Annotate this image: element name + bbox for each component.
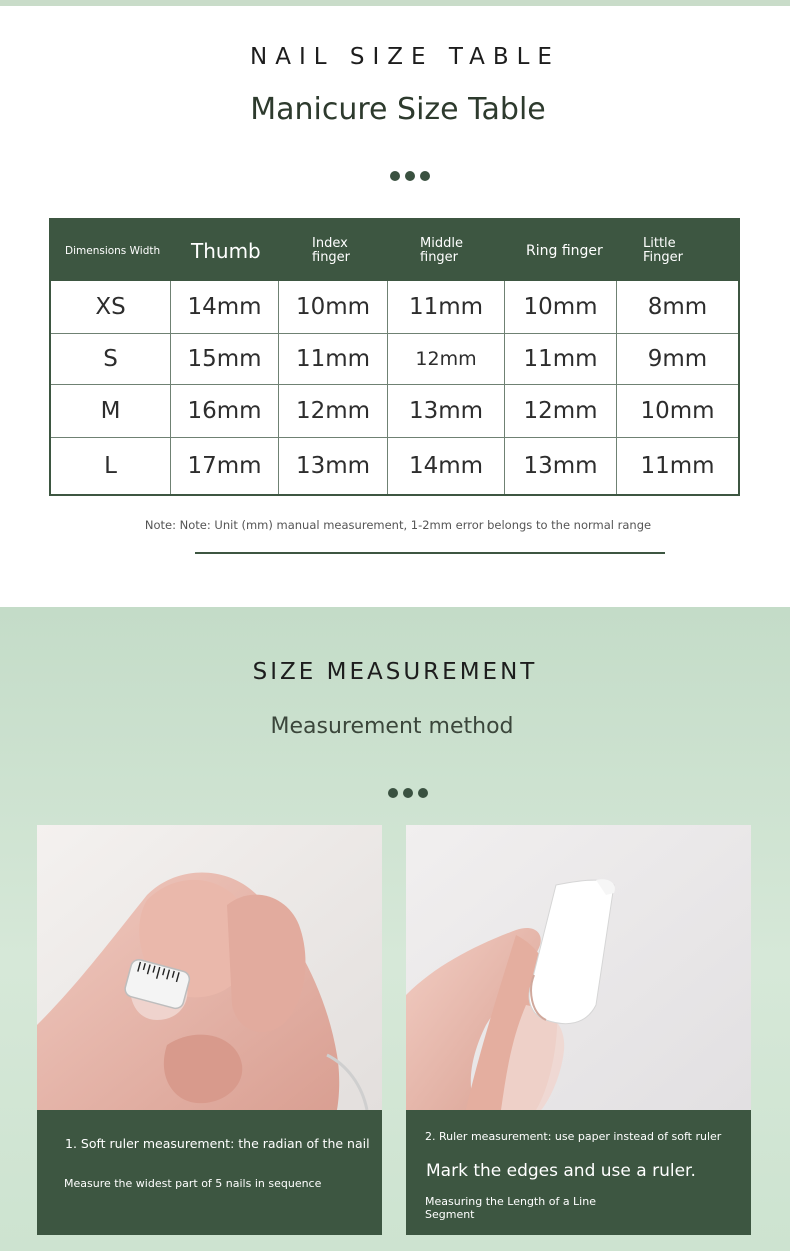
soft-ruler-caption: 1. Soft ruler measurement: the radian of the nail bbox=[65, 1136, 370, 1151]
measurement-title: Measurement method bbox=[270, 714, 514, 739]
header-dimensions: Dimensions Width bbox=[65, 244, 161, 257]
header-thumb: Thumb bbox=[191, 238, 261, 263]
cell-ring: 13mm bbox=[504, 438, 616, 494]
cell-middle: 14mm bbox=[387, 438, 504, 494]
cell-index: 13mm bbox=[278, 438, 387, 494]
cell-size: L bbox=[104, 453, 117, 479]
cell-middle: 12mm bbox=[387, 334, 504, 384]
paper-ruler-card bbox=[406, 825, 751, 1235]
paper-ruler-photo bbox=[406, 825, 751, 1110]
cell-size: XS bbox=[95, 294, 126, 320]
cell-ring: 10mm bbox=[504, 281, 616, 333]
header-ring-finger: Ring finger bbox=[526, 242, 603, 259]
cell-index: 12mm bbox=[278, 385, 387, 437]
size-table-body bbox=[51, 281, 738, 494]
measurement-note: Note: Note: Unit (mm) manual measurement, 1-2mm error belongs to the normal range bbox=[144, 518, 652, 532]
measurement-section bbox=[0, 607, 790, 1251]
cell-ring: 11mm bbox=[504, 334, 616, 384]
cell-thumb: 16mm bbox=[170, 385, 278, 437]
cell-thumb: 14mm bbox=[170, 281, 278, 333]
cell-size: S bbox=[103, 346, 118, 372]
cell-index: 11mm bbox=[278, 334, 387, 384]
header-index-finger: Index finger bbox=[312, 235, 351, 265]
cell-thumb: 17mm bbox=[170, 438, 278, 494]
divider-line bbox=[195, 552, 665, 554]
paper-ruler-instruction: Measuring the Length of a Line Segment bbox=[425, 1195, 596, 1221]
cell-little: 10mm bbox=[616, 385, 738, 437]
cell-little: 11mm bbox=[616, 438, 738, 494]
dots-divider bbox=[388, 788, 428, 798]
cell-ring: 12mm bbox=[504, 385, 616, 437]
size-table-eyebrow: NAIL SIZE TABLE bbox=[250, 44, 560, 70]
measurement-eyebrow: SIZE MEASUREMENT bbox=[252, 659, 538, 685]
size-table-title: Manicure Size Table bbox=[250, 92, 546, 127]
size-table-header bbox=[51, 220, 738, 281]
size-table bbox=[49, 218, 740, 496]
paper-ruler-caption: 2. Ruler measurement: use paper instead of soft ruler bbox=[425, 1130, 722, 1143]
cell-thumb: 15mm bbox=[170, 334, 278, 384]
cell-middle: 11mm bbox=[387, 281, 504, 333]
soft-ruler-instruction: Measure the widest part of 5 nails in sequence bbox=[64, 1177, 322, 1190]
cell-little: 9mm bbox=[616, 334, 738, 384]
soft-ruler-photo bbox=[37, 825, 382, 1110]
dots-divider bbox=[390, 171, 430, 181]
cell-little: 8mm bbox=[616, 281, 738, 333]
header-little-finger: Little Finger bbox=[643, 235, 683, 265]
table-row bbox=[51, 281, 738, 333]
table-row bbox=[51, 384, 738, 437]
header-middle-finger: Middle finger bbox=[420, 235, 463, 265]
cell-size: M bbox=[100, 398, 121, 424]
cell-index: 10mm bbox=[278, 281, 387, 333]
table-row bbox=[51, 437, 738, 494]
cell-middle: 13mm bbox=[387, 385, 504, 437]
soft-ruler-card bbox=[37, 825, 382, 1235]
paper-ruler-headline: Mark the edges and use a ruler. bbox=[426, 1161, 696, 1181]
table-row bbox=[51, 333, 738, 384]
size-table-section bbox=[0, 6, 790, 607]
